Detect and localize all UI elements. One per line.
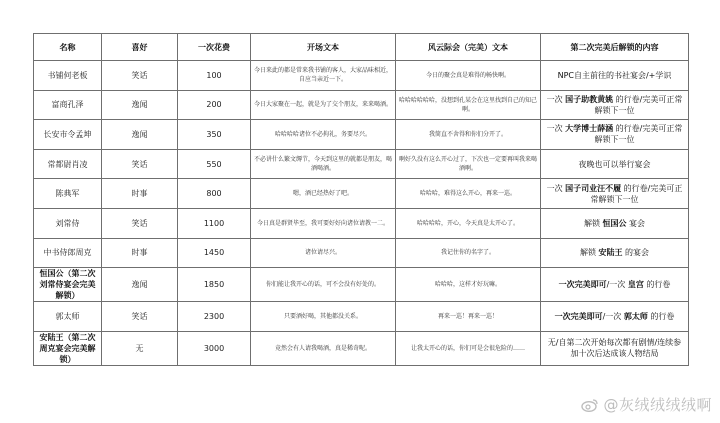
cell-unlock-content (541, 120, 689, 150)
unlock-text: 的行卷 (643, 280, 671, 290)
cell-cost: 350 (178, 120, 251, 150)
weibo-icon (581, 398, 599, 412)
header-cost: 一次花费 (178, 34, 251, 61)
cell-cost: 100 (178, 61, 251, 91)
cell-unlock-content (541, 90, 689, 120)
cell-name: 郭太师 (34, 302, 102, 332)
cell-opening-text: 不必讲什么繁文缛节，今天到这里的就都是朋友，喝酒喝酒。 (251, 149, 396, 179)
unlock-highlight: 恒国公 (602, 218, 627, 228)
cell-name: 中书侍郎周克 (34, 238, 102, 268)
table-header-row (34, 34, 689, 61)
cell-hobby: 时事 (102, 238, 178, 268)
unlock-text: 一次 (546, 94, 566, 104)
table-row (34, 208, 689, 238)
unlock-highlight: 大学博士薛涵 (565, 124, 614, 134)
table-row (34, 90, 689, 120)
cell-hobby: 逸闻 (102, 268, 178, 302)
table-body (34, 61, 689, 366)
table-row (34, 302, 689, 332)
cell-hobby: 逸闻 (102, 90, 178, 120)
cell-opening-text: 竟然会有人请我喝酒，真是稀奇呢。 (251, 331, 396, 365)
cell-name: 常都尉肖凌 (34, 149, 102, 179)
cell-cost: 1100 (178, 208, 251, 238)
cell-perfect-text: 再来一巡！再来一巡！ (396, 302, 541, 332)
unlock-highlight: 皇宫 (627, 280, 644, 290)
cell-name: 书铺何老板 (34, 61, 102, 91)
table-row (34, 179, 689, 209)
cell-cost: 1450 (178, 238, 251, 268)
cell-perfect-text: 我简直不舍得和你们分开了。 (396, 120, 541, 150)
cell-hobby: 笑话 (102, 302, 178, 332)
cell-perfect-text: 啊好久没有这么开心过了，下次也一定要再叫我来喝酒啊。 (396, 149, 541, 179)
cell-unlock-content (541, 208, 689, 238)
cell-unlock-content (541, 149, 689, 179)
cell-perfect-text: 让我太开心的话，你们可是会很危险的…… (396, 331, 541, 365)
unlock-highlight: 郭太师 (623, 311, 648, 321)
cell-hobby: 笑话 (102, 61, 178, 91)
table-row (34, 268, 689, 302)
cell-name: 刘常侍 (34, 208, 102, 238)
table-row (34, 149, 689, 179)
table-row (34, 61, 689, 91)
cell-name: 安陆王（第二次周克宴会完美解锁） (34, 331, 102, 365)
cell-name: 恒国公（第二次刘常侍宴会完美解锁） (34, 268, 102, 302)
header-opening-text: 开场文本 (251, 34, 396, 61)
cell-hobby: 笑话 (102, 149, 178, 179)
table-row (34, 120, 689, 150)
cell-opening-text: 哈哈哈哈诸位不必拘礼，务要尽兴。 (251, 120, 396, 150)
unlock-highlight: 一次完美即可 (558, 280, 607, 290)
cell-opening-text: 嗯，酒已经热好了吧。 (251, 179, 396, 209)
banquet-table (33, 33, 689, 366)
header-perfect-text: 风云际会（完美）文本 (396, 34, 541, 61)
cell-name: 陈典军 (34, 179, 102, 209)
unlock-text: 解锁 (579, 248, 599, 258)
cell-hobby: 逸闻 (102, 120, 178, 150)
table-row (34, 331, 689, 365)
unlock-text: /一次 (606, 280, 628, 290)
cell-perfect-text: 哈哈哈哈，开心，今天真是太开心了。 (396, 208, 541, 238)
unlock-text: 无/自第二次开始每次都有剧情/连续参加十次后达成该人物结局 (547, 338, 682, 359)
cell-name: 富商孔泽 (34, 90, 102, 120)
cell-opening-text: 只要酒好喝，其他都没关系。 (251, 302, 396, 332)
unlock-highlight: 国子助教黄姚 (565, 94, 614, 104)
cell-hobby: 无 (102, 331, 178, 365)
header-hobby: 喜好 (102, 34, 178, 61)
cell-perfect-text: 今日的聚会真是难得的畅快啊。 (396, 61, 541, 91)
banquet-table-container (33, 33, 688, 366)
unlock-text: 解锁 (583, 218, 603, 228)
cell-cost: 800 (178, 179, 251, 209)
cell-cost: 550 (178, 149, 251, 179)
cell-hobby: 笑话 (102, 208, 178, 238)
cell-cost: 200 (178, 90, 251, 120)
table-row (34, 238, 689, 268)
unlock-highlight: 国子司业汪不履 (565, 183, 622, 193)
unlock-highlight: 一次完美即可 (554, 311, 603, 321)
cell-perfect-text: 哈哈哈哈哈哈，没想到孔某会在这里找到自己的知己啊。 (396, 90, 541, 120)
unlock-text: 的宴会 (622, 248, 650, 258)
cell-perfect-text: 哈哈哈，难得这么开心，再来一巡。 (396, 179, 541, 209)
unlock-text: 夜晚也可以举行宴会 (578, 159, 651, 169)
header-name: 名称 (34, 34, 102, 61)
unlock-text: 的行卷/完美可正常解锁下一位 (594, 94, 683, 115)
unlock-text: 的行卷 (647, 311, 675, 321)
cell-perfect-text: 我记住你的名字了。 (396, 238, 541, 268)
unlock-text: 的行卷/完美可正常解锁下一位 (590, 183, 683, 204)
cell-unlock-content (541, 238, 689, 268)
cell-unlock-content (541, 331, 689, 365)
cell-opening-text: 你们能让我开心的话，可不会没有好处的。 (251, 268, 396, 302)
cell-cost: 1850 (178, 268, 251, 302)
header-unlock-content: 第二次完美后解锁的内容 (541, 34, 689, 61)
cell-unlock-content (541, 302, 689, 332)
unlock-text: 的行卷/完美可正常解锁下一位 (594, 124, 683, 145)
unlock-text: 一次 (546, 183, 566, 193)
unlock-text: NPC自主前往的书社宴会/+学识 (557, 70, 672, 80)
cell-opening-text: 今日大家聚在一起，就是为了交个朋友，来来喝酒。 (251, 90, 396, 120)
cell-opening-text: 今日真是群贤毕至，我可要好好向诸位请教一二。 (251, 208, 396, 238)
cell-opening-text: 诸位请尽兴。 (251, 238, 396, 268)
cell-unlock-content (541, 61, 689, 91)
cell-cost: 2300 (178, 302, 251, 332)
watermark (581, 394, 712, 415)
unlock-text: 一次 (546, 124, 566, 134)
cell-perfect-text: 哈哈哈，这样才好玩嘛。 (396, 268, 541, 302)
cell-unlock-content (541, 179, 689, 209)
cell-cost: 3000 (178, 331, 251, 365)
watermark-text: @灰绒绒绒绒啊 (603, 396, 712, 414)
unlock-highlight: 安陆王 (598, 248, 623, 258)
cell-unlock-content (541, 268, 689, 302)
cell-opening-text: 今日来此的都是常来我书铺的客人，大家品味相近，自应当亲近一下。 (251, 61, 396, 91)
cell-name: 长安市令孟坤 (34, 120, 102, 150)
unlock-text: /一次 (602, 311, 624, 321)
cell-hobby: 时事 (102, 179, 178, 209)
unlock-text: 宴会 (626, 218, 646, 228)
